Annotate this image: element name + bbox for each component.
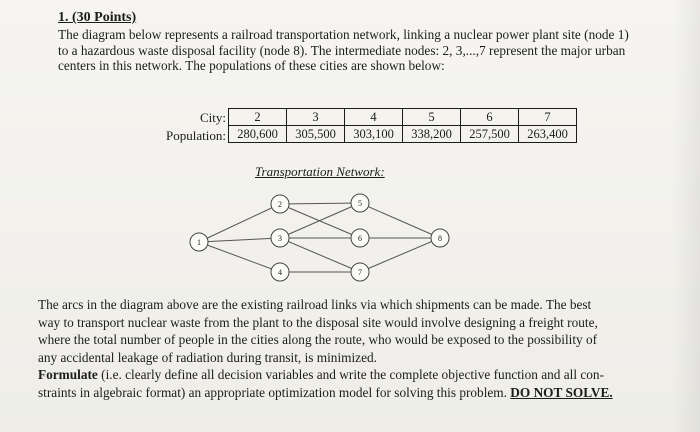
statement-line: any accidental leakage of radiation during transit, is minimized. <box>38 349 377 365</box>
intro-line: to a hazardous waste disposal facility (node 8). The intermediate nodes: 2, 3,...,7 represent the major urban <box>58 42 626 58</box>
population-cell: 263,400 <box>519 126 577 143</box>
final-line <box>38 384 678 402</box>
arc-3-7 <box>280 238 360 272</box>
population-cell: 303,100 <box>345 126 403 143</box>
population-row-label: Population: <box>166 128 226 143</box>
node-4-label: 4 <box>278 268 282 277</box>
statement-line: The arcs in the diagram above are the existing railroad links via which shipments can be made. The best <box>38 297 592 312</box>
population-cell: 338,200 <box>403 126 461 143</box>
do-not-solve-text: DO NOT SOLVE. <box>510 384 613 400</box>
node-2-label: 2 <box>278 200 282 209</box>
population-cell: 305,500 <box>287 126 345 143</box>
arc-5-8 <box>360 203 440 238</box>
city-cell: 6 <box>461 109 519 126</box>
statement-line: way to transport nuclear waste from the plant to the disposal site would involve designing a freight route, <box>38 314 598 330</box>
city-row-label: City: <box>199 110 226 125</box>
node-8-label: 8 <box>438 234 442 243</box>
city-cell: 7 <box>519 109 577 126</box>
formulate-line <box>38 366 678 384</box>
population-cell: 257,500 <box>461 126 519 143</box>
city-cell: 3 <box>287 109 345 126</box>
arc-1-4 <box>199 242 280 272</box>
population-cell: 280,600 <box>229 126 287 143</box>
node-1-label: 1 <box>197 238 201 247</box>
node-6-label: 6 <box>358 234 362 243</box>
statement-line: where the total number of people in the cities along the route, who would be exposed to the possibility of <box>38 332 598 347</box>
formulate-rest: (i.e. clearly define all decision variables and write the complete objective function and all con- <box>97 367 605 382</box>
problem-statement <box>38 296 678 401</box>
final-line-text: straints in algebraic format) an appropriate optimization model for solving this problem. <box>38 384 511 400</box>
network-title: Transportation Network: <box>255 164 385 179</box>
node-5-label: 5 <box>358 199 362 208</box>
problem-heading: 1. (30 Points) <box>58 10 137 25</box>
arc-2-5 <box>280 203 360 204</box>
city-cell: 4 <box>345 109 403 126</box>
arc-7-8 <box>360 238 440 272</box>
formulate-word: Formulate <box>38 367 98 382</box>
node-3-label: 3 <box>278 234 282 243</box>
city-cell: 5 <box>403 109 461 126</box>
node-7-label: 7 <box>358 268 362 277</box>
arc-1-3 <box>199 238 280 242</box>
intro-line: centers in this network. The populations of these cities are shown below: <box>58 58 445 73</box>
arc-1-2 <box>199 204 280 242</box>
intro-line: The diagram below represents a railroad transportation network, linking a nuclear power plant site (node 1) <box>58 27 629 42</box>
city-cell: 2 <box>229 109 287 126</box>
